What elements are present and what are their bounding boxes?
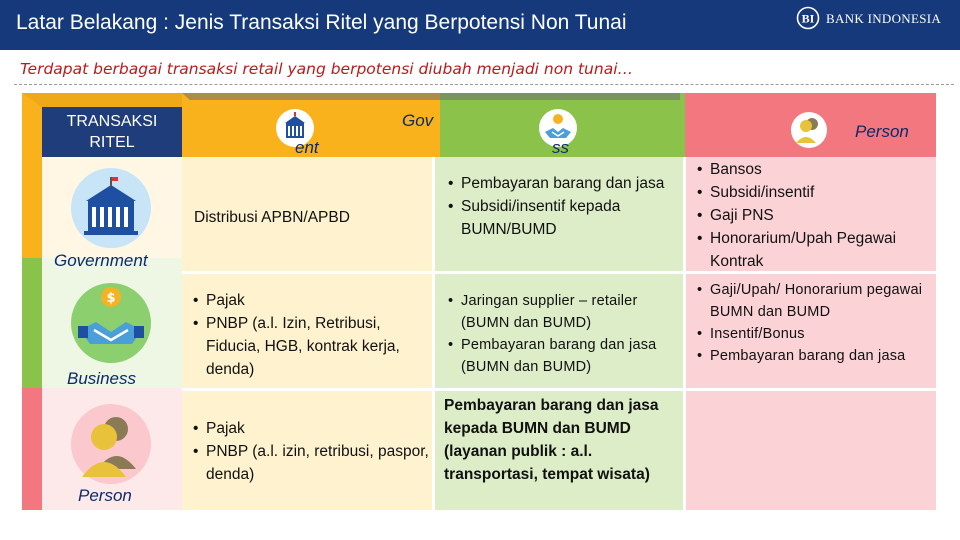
row-person-label: Person [78, 486, 132, 505]
page-title: Latar Belakang : Jenis Transaksi Ritel yang Berpotensi Non Tunai [16, 11, 627, 34]
row-business-icon-wrap [70, 282, 152, 364]
list-item: • Pembayaran barang dan jasa [710, 345, 934, 367]
svg-text:$: $ [106, 291, 116, 306]
list-item: • Pajak [206, 289, 430, 312]
row-government-icon-wrap [70, 167, 152, 249]
cell-business-government [190, 289, 430, 381]
row-person-icon-wrap [70, 403, 152, 485]
cell-government-government: Distribusi APBN/APBD [194, 209, 350, 226]
row-government-label: Government [54, 251, 148, 270]
cell-business-business [445, 290, 683, 378]
list-item: • Pembayaran barang dan jasa [461, 172, 681, 195]
government-building-icon [70, 167, 152, 249]
corner-label-line2: RITEL [89, 134, 135, 151]
list-item: • Subsidi/insentif [710, 181, 934, 204]
list-item: • PNBP (a.l. Izin, Retribusi, Fiducia, HGB, kontrak kerja, denda) [206, 312, 430, 381]
list-item: • PNBP (a.l. izin, retribusi, paspor, denda) [206, 440, 430, 486]
cell-business-person [694, 279, 934, 367]
corner-label-line1: TRANSAKSI [66, 113, 158, 130]
person-icon [790, 111, 828, 149]
list-item: • Pembayaran barang dan jasa (BUMN dan BUMD) [461, 334, 683, 378]
column-government-label-b: ent [295, 138, 319, 157]
list-item: • Bansos [710, 158, 934, 181]
row-business-label: Business [67, 369, 136, 388]
list-item: • Gaji/Upah/ Honorarium pegawai BUMN dan BUMD [710, 279, 934, 323]
column-business-label: ss [552, 138, 569, 157]
list-item: • Jaringan supplier – retailer (BUMN dan BUMD) [461, 290, 683, 334]
list-item: • Subsidi/insentif kepada BUMN/BUMD [461, 195, 681, 241]
subtitle: Terdapat berbagai transaksi retail yang berpotensi diubah menjadi non tunai… [20, 60, 634, 78]
cell-government-person [694, 158, 934, 273]
column-person-icon-wrap [790, 111, 828, 149]
business-handshake-icon [70, 282, 152, 364]
column-person-label: Person [855, 122, 909, 141]
cell-person-business: Pembayaran barang dan jasa kepada BUMN dan BUMD (layanan publik : a.l. transportasi, tempat wisata) [444, 397, 659, 483]
list-item: • Honorarium/Upah Pegawai Kontrak [710, 227, 934, 273]
matrix-corner-label [42, 107, 182, 157]
column-government-label-a: Gov [402, 111, 434, 130]
cell-government-business [445, 172, 681, 241]
person-icon [70, 403, 152, 485]
cell-person-government [190, 417, 430, 486]
list-item: • Insentif/Bonus [710, 323, 934, 345]
list-item: • Pajak [206, 417, 430, 440]
list-item: • Gaji PNS [710, 204, 934, 227]
svg-text:BI: BI [801, 11, 815, 26]
bank-indonesia-wordmark: BANK INDONESIA [826, 11, 942, 26]
